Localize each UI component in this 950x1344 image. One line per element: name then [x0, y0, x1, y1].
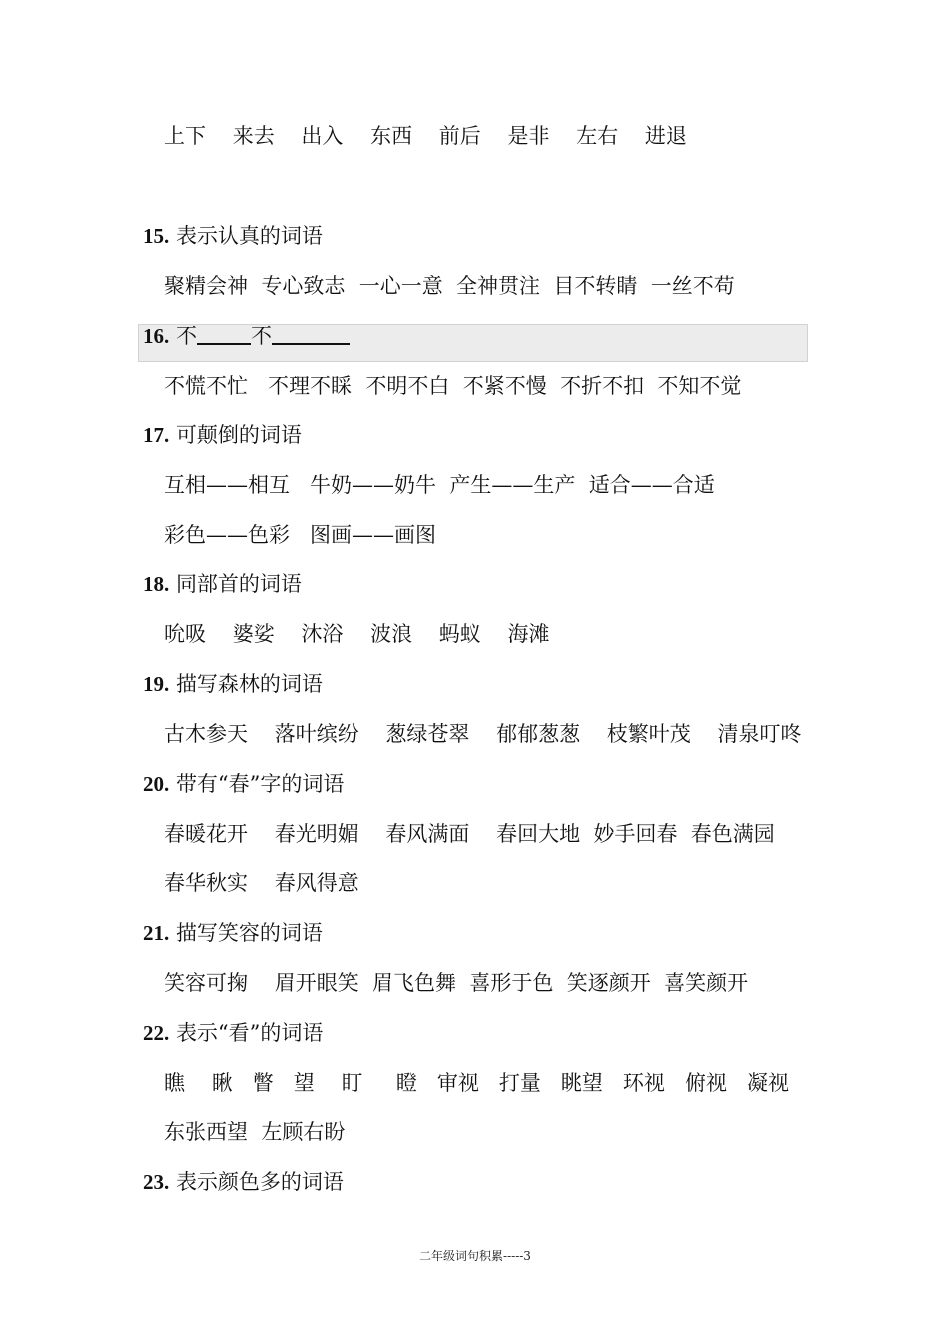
section-19-words: 古木参天 落叶缤纷 葱绿苍翠 郁郁葱葱 枝繁叶茂 清泉叮咚 — [164, 722, 802, 746]
section-title: 表示“看”的词语 — [175, 1021, 324, 1045]
section-number: 17. — [143, 423, 170, 447]
section-title: 可颠倒的词语 — [175, 423, 302, 447]
section-22-words-line2: 东张西望 左顾右盼 — [164, 1120, 346, 1144]
fill-blank — [272, 323, 350, 345]
section-title: 表示颜色多的词语 — [175, 1170, 344, 1194]
section-16-heading — [143, 321, 350, 351]
section-15-heading — [143, 221, 323, 251]
section-number: 22. — [143, 1021, 170, 1045]
section-21-words: 笑容可掬 眉开眼笑 眉飞色舞 喜形于色 笑逐颜开 喜笑颜开 — [164, 971, 749, 995]
section-20-words-line1: 春暖花开 春光明媚 春风满面 春回大地 妙手回春 春色满园 — [164, 822, 775, 846]
section-22-words-line1: 瞧 瞅 瞥 望 盯 瞪 审视 打量 眺望 环视 俯视 凝视 — [164, 1071, 789, 1095]
antonym-word-list: 上下 来去 出入 东西 前后 是非 左右 进退 — [164, 124, 687, 148]
section-title: 带有“春”字的词语 — [175, 772, 345, 796]
pattern-prefix: 不 — [250, 324, 272, 348]
page-footer: 二年级词句积累-----3 — [419, 1249, 531, 1263]
section-number: 16. — [143, 324, 170, 348]
section-title: 描写笑容的词语 — [175, 921, 323, 945]
section-number: 20. — [143, 772, 170, 796]
section-number: 15. — [143, 224, 170, 248]
section-17-words-line2: 彩色——色彩 图画——画图 — [164, 523, 437, 547]
section-number: 21. — [143, 921, 170, 945]
section-title: 同部首的词语 — [175, 572, 302, 596]
section-18-words: 吮吸 婆娑 沐浴 波浪 蚂蚁 海滩 — [164, 622, 550, 646]
section-16-words: 不慌不忙 不理不睬 不明不白 不紧不慢 不折不扣 不知不觉 — [164, 374, 742, 398]
section-15-words: 聚精会神 专心致志 一心一意 全神贯注 目不转睛 一丝不苟 — [164, 274, 735, 298]
section-20-words-line2: 春华秋实 春风得意 — [164, 871, 359, 895]
section-23-heading — [143, 1167, 344, 1197]
section-17-heading — [143, 420, 302, 450]
section-18-heading — [143, 569, 302, 599]
section-21-heading — [143, 918, 323, 948]
section-title: 表示认真的词语 — [175, 224, 323, 248]
section-title: 描写森林的词语 — [175, 672, 323, 696]
fill-blank — [197, 323, 251, 345]
section-17-words-line1: 互相——相互 牛奶——奶牛 产生——生产 适合——合适 — [164, 473, 715, 497]
section-20-heading — [143, 769, 344, 799]
section-number: 23. — [143, 1170, 170, 1194]
section-19-heading — [143, 669, 323, 699]
section-number: 18. — [143, 572, 170, 596]
section-number: 19. — [143, 672, 170, 696]
pattern-prefix: 不 — [175, 324, 197, 348]
section-22-heading — [143, 1018, 323, 1048]
